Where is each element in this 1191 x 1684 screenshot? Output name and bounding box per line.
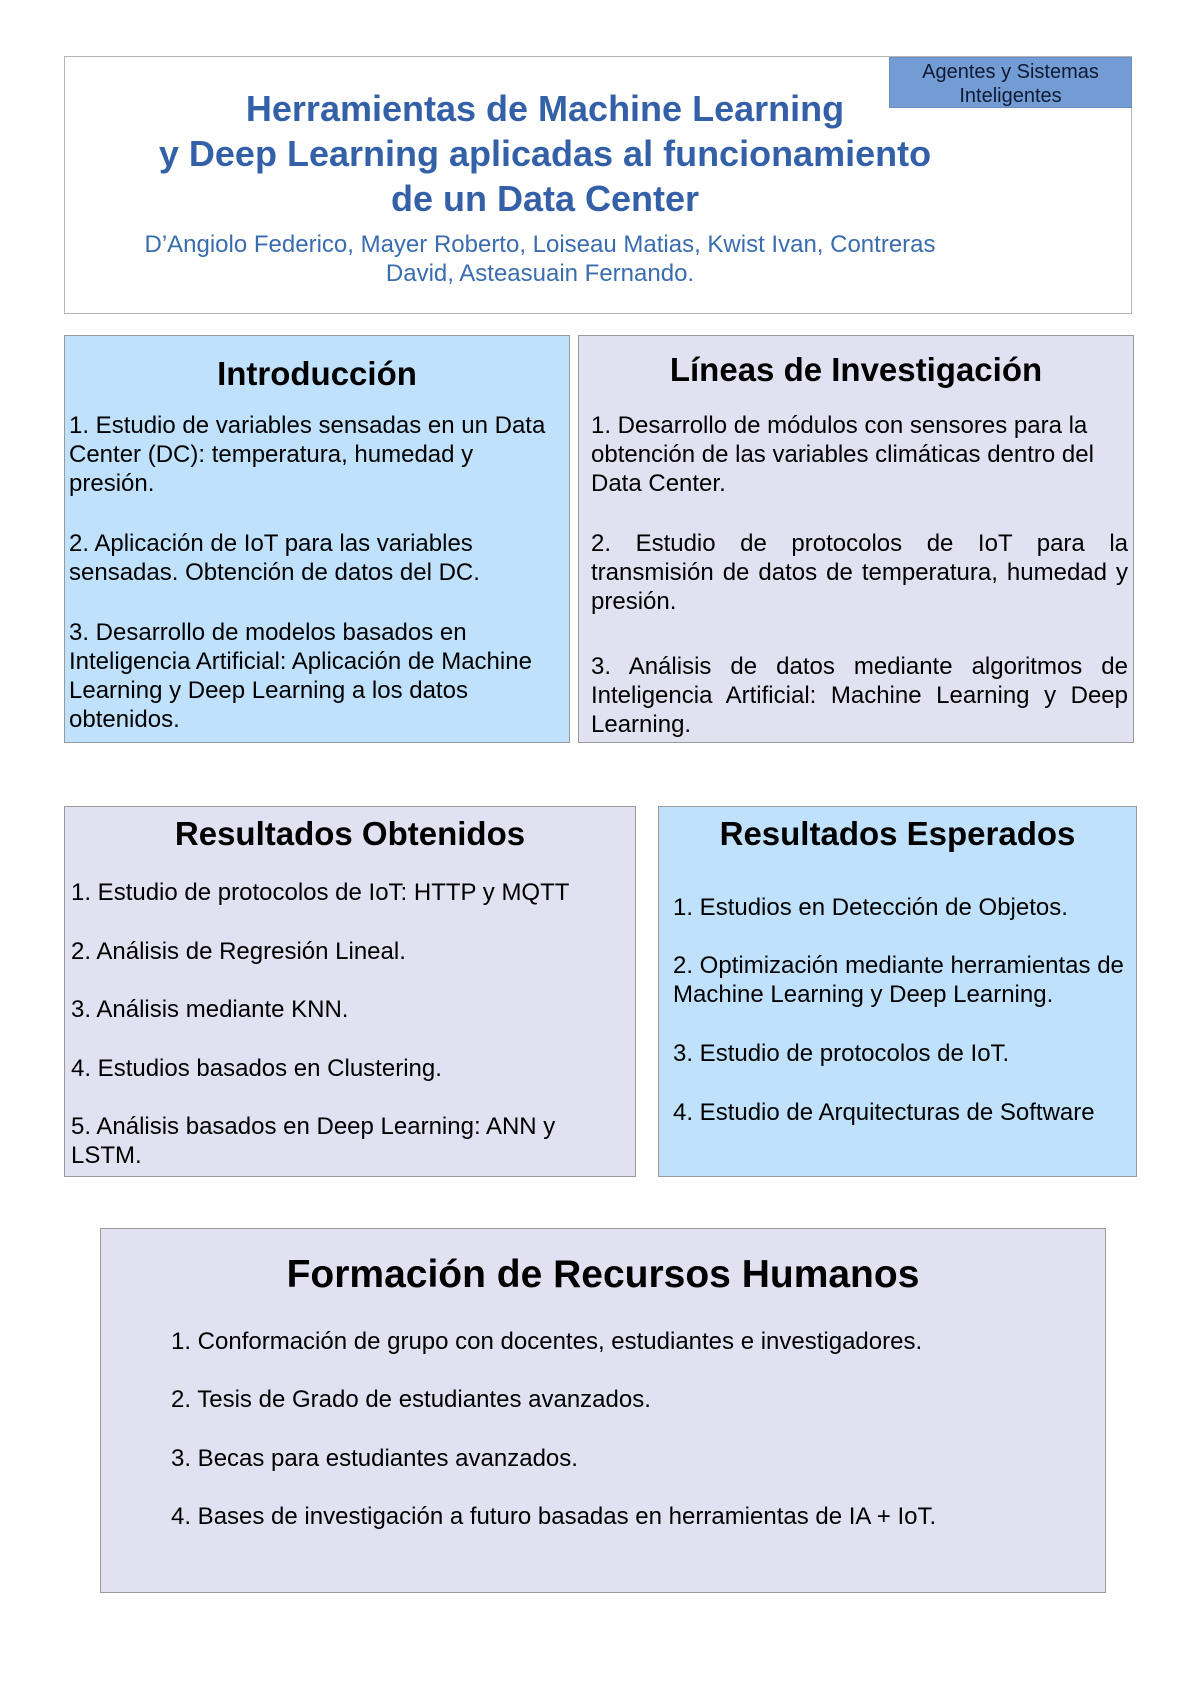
authors-line: David, Asteasuain Fernando. xyxy=(385,260,695,287)
resultados-esperados-item: 2. Optimización mediante herramientas de Machine Learning y Deep Learning. xyxy=(673,952,1124,1008)
authors xyxy=(100,230,980,288)
resultados-obtenidos-item: 2. Análisis de Regresión Lineal. xyxy=(71,938,406,965)
resultados-obtenidos-title: Resultados Obtenidos xyxy=(174,815,526,852)
introduccion-title: Introducción xyxy=(217,355,417,392)
poster-title xyxy=(80,86,1010,221)
title-line: y Deep Learning aplicadas al funcionamiento xyxy=(158,133,932,174)
formacion-item: 2. Tesis de Grado de estudiantes avanzados. xyxy=(171,1386,651,1413)
resultados-obtenidos-item: 3. Análisis mediante KNN. xyxy=(71,996,349,1023)
lineas-item: 3. Análisis de datos mediante algoritmos de Inteligencia Artificial: Machine Learning y Deep Learning. xyxy=(591,653,1128,738)
resultados-esperados-item: 4. Estudio de Arquitecturas de Software xyxy=(673,1099,1095,1126)
authors-line: D’Angiolo Federico, Mayer Roberto, Loiseau Matias, Kwist Ivan, Contreras xyxy=(144,231,936,258)
formacion-item: 1. Conformación de grupo con docentes, estudiantes e investigadores. xyxy=(171,1328,923,1355)
lineas-item: 1. Desarrollo de módulos con sensores para la obtención de las variables climáticas dentro del Data Center. xyxy=(591,412,1094,497)
introduccion-item: 1. Estudio de variables sensadas en un Data Center (DC): temperatura, humedad y presión. xyxy=(69,412,546,497)
formacion-title: Formación de Recursos Humanos xyxy=(286,1253,920,1296)
category-tag: Agentes y Sistemas Inteligentes xyxy=(889,57,1132,108)
formacion-item: 4. Bases de investigación a futuro basadas en herramientas de IA + IoT. xyxy=(171,1503,937,1530)
resultados-obtenidos-item: 1. Estudio de protocolos de IoT: HTTP y MQTT xyxy=(71,879,570,906)
lineas-item: 2. Estudio de protocolos de IoT para la transmisión de datos de temperatura, humedad y presión. xyxy=(591,530,1128,615)
introduccion-item: 3. Desarrollo de modelos basados en Inteligencia Artificial: Aplicación de Machine Learning y Deep Learning a los datos obtenidos. xyxy=(69,619,532,733)
resultados-esperados-title: Resultados Esperados xyxy=(719,815,1076,852)
title-line: Herramientas de Machine Learning xyxy=(245,88,845,129)
resultados-esperados-item: 3. Estudio de protocolos de IoT. xyxy=(673,1040,1010,1067)
resultados-obtenidos-item: 5. Análisis basados en Deep Learning: ANN y LSTM. xyxy=(71,1113,556,1169)
lineas-title: Líneas de Investigación xyxy=(669,351,1043,388)
title-line: de un Data Center xyxy=(390,178,700,219)
formacion-item: 3. Becas para estudiantes avanzados. xyxy=(171,1445,578,1472)
resultados-esperados-item: 1. Estudios en Detección de Objetos. xyxy=(673,894,1068,921)
resultados-obtenidos-item: 4. Estudios basados en Clustering. xyxy=(71,1055,442,1082)
introduccion-item: 2. Aplicación de IoT para las variables sensadas. Obtención de datos del DC. xyxy=(69,530,480,586)
